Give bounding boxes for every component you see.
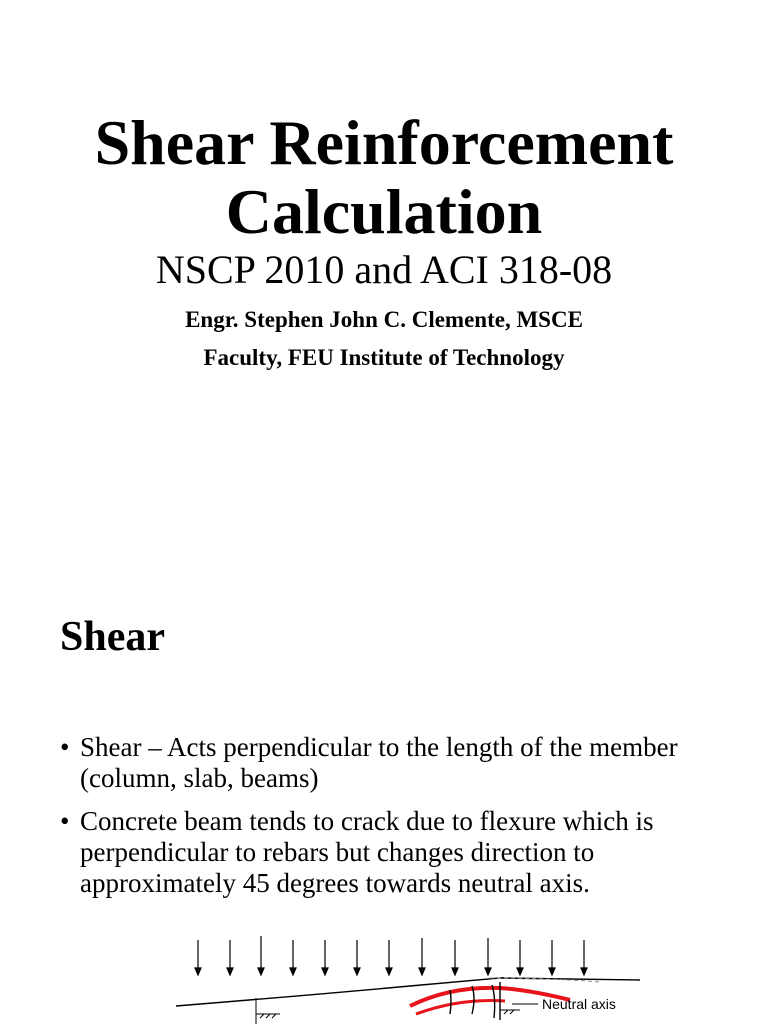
load-arrow-icon xyxy=(485,938,491,975)
load-arrow-icon xyxy=(419,938,425,975)
slide-heading: Shear xyxy=(60,614,165,660)
left-support-icon xyxy=(256,998,280,1024)
bullet-item-2 xyxy=(60,806,720,899)
load-arrow-icon xyxy=(322,940,328,975)
beam-shear-crack-diagram xyxy=(160,928,640,1024)
load-arrow-icon xyxy=(290,940,296,975)
load-arrow-icon xyxy=(549,940,555,975)
right-support-icon xyxy=(500,1010,520,1014)
load-arrow-icon xyxy=(195,940,201,975)
load-arrow-icon xyxy=(452,940,458,975)
load-arrow-icon xyxy=(517,940,523,975)
author-name: Engr. Stephen John C. Clemente, MSCE xyxy=(185,307,583,332)
neutral-axis-label: Neutral axis xyxy=(542,996,616,1012)
subtitle: NSCP 2010 and ACI 318-08 xyxy=(155,247,613,292)
load-arrow-icon xyxy=(581,940,587,975)
bullet-list xyxy=(60,732,720,911)
load-arrow-icon xyxy=(227,940,233,975)
diagonal-crack-red-2 xyxy=(416,1001,505,1014)
shear-slide xyxy=(0,576,768,1024)
bullet-icon: • xyxy=(60,806,70,836)
author-affiliation: Faculty, FEU Institute of Technology xyxy=(203,345,565,370)
title-line-1: Shear Reinforcement xyxy=(94,107,674,178)
bullet-item-1 xyxy=(60,732,720,794)
load-arrow-icon xyxy=(258,936,264,975)
title-line-2: Calculation xyxy=(225,176,543,247)
load-arrow-icon xyxy=(386,940,392,975)
bullet-text-2: Concrete beam tends to crack due to flexure which is perpendicular to rebars but changes direction to approximately 45 degrees towards neutral axis. xyxy=(80,806,654,898)
load-arrow-icon xyxy=(354,940,360,975)
bullet-text-1: Shear – Acts perpendicular to the length of the member (column, slab, beams) xyxy=(80,732,678,793)
load-arrows xyxy=(195,936,587,975)
bullet-icon: • xyxy=(60,732,70,762)
